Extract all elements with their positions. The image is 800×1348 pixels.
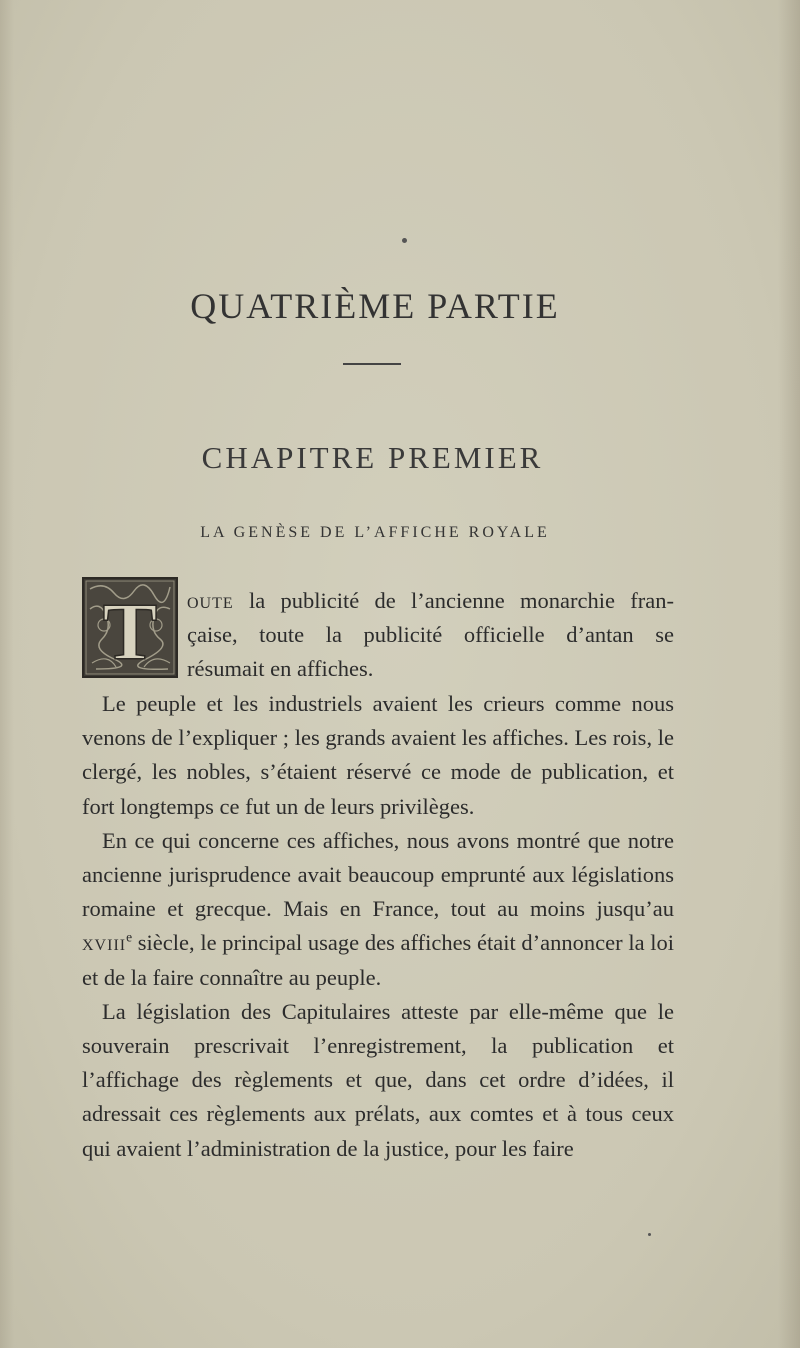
svg-text:T: T — [102, 586, 158, 676]
text-span: En ce qui concerne ces affiches, nous avons montré que notre ancienne jurisprudence avait beaucoup emprunté aux législations romaine et grecque. Mais en France, tout au moins jusqu’au — [82, 827, 674, 922]
section-title: LA GENÈSE DE L’AFFICHE ROYALE — [200, 524, 550, 541]
part-title: QUATRIÈME PARTIE — [190, 286, 560, 326]
superscript: e — [126, 929, 133, 945]
century-numeral: xviii — [82, 930, 127, 956]
paragraph: Le peuple et les industriels avaient les crieurs comme nous venons de l’expliquer ; les grands avaient les affiches. Les rois, le clergé, les nobles, s’étaient réservé ce mode de publication, et fort longtemps ce fut un de leurs privilèges. — [82, 691, 674, 819]
paragraph: La législation des Capitulaires atteste par elle-même que le souverain prescrivait l’enregistrement, la publication et l’affichage des règlements et que, dans cet ordre d’idées, il adressait ces règlements aux prélats, aux comtes et à tous ceux qui avaient l’administration de la justice, pour les faire — [82, 998, 674, 1161]
chapter-title: CHAPITRE PREMIER — [201, 440, 544, 475]
paragraph — [82, 824, 674, 995]
text-span: siècle, le principal usage des affiches était d’annoncer la loi et de la faire connaître au peuple. — [82, 930, 674, 990]
smallcaps-word: oute — [187, 588, 234, 613]
page-right-shadow — [778, 0, 800, 1348]
text-line — [82, 584, 674, 618]
ink-speck — [402, 238, 407, 243]
body-paragraphs — [82, 687, 674, 1166]
page-left-shadow — [0, 0, 14, 1348]
text-line: çaise, toute la publicité officielle d’antan se — [187, 622, 674, 648]
text-line: résumait en affiches. — [187, 656, 374, 682]
ink-speck — [648, 1233, 651, 1236]
opening-paragraph — [82, 584, 674, 687]
text-span: la publicité de l’ancienne monarchie fran- — [233, 588, 674, 613]
title-rule — [343, 363, 401, 365]
